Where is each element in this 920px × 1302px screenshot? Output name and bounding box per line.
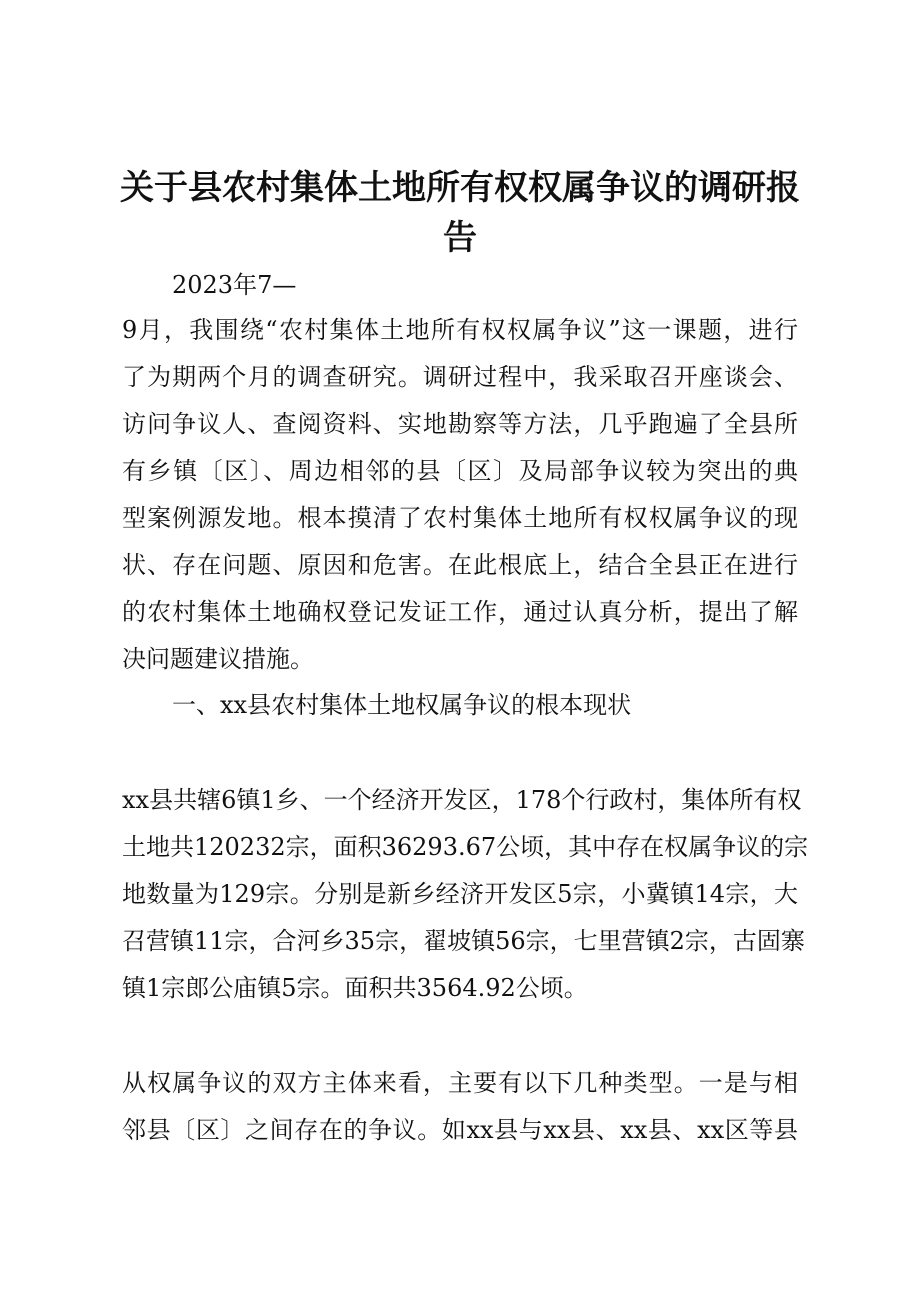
document-title-line-2: 告 [443,218,477,258]
intro-line: 决问题建议措施。 [122,645,314,673]
intro-line: 型案例源发地。根本摸清了农村集体土地所有权权属争议的现 [122,504,798,532]
document-title-line-1: 关于县农村集体土地所有权权属争议的调研报 [120,168,800,208]
paragraph-line: xx县共辖6镇1乡、一个经济开发区，178个行政村，集体所有权 [122,786,802,814]
intro-line: 有乡镇〔区〕、周边相邻的县〔区〕及局部争议较为突出的典 [122,457,798,485]
section-heading: 一、xx县农村集体土地权属争议的根本现状 [172,691,632,719]
paragraph-line: 邻县〔区〕之间存在的争议。如xx县与xx县、xx县、xx区等县 [122,1116,798,1144]
paragraph-line: 地数量为129宗。分别是新乡经济开发区5宗，小冀镇14宗，大 [122,880,798,908]
intro-line: 状、存在问题、原因和危害。在此根底上，结合全县正在进行 [122,551,798,579]
paragraph-line: 镇1宗郎公庙镇5宗。面积共3564.92公顷。 [122,974,588,1002]
intro-line: 的农村集体土地确权登记发证工作，通过认真分析，提出了解 [122,598,798,626]
paragraph-line: 从权属争议的双方主体来看，主要有以下几种类型。一是与相 [122,1069,798,1097]
date-line: 2023年7— [172,271,297,299]
intro-line: 9月，我围绕“农村集体土地所有权权属争议”这一课题，进行 [122,316,798,344]
intro-line: 访问争议人、查阅资料、实地勘察等方法，几乎跑遍了全县所 [122,410,798,438]
paragraph-line: 土地共120232宗，面积36293.67公顷，其中存在权属争议的宗 [122,833,809,861]
intro-line: 了为期两个月的调查研究。调研过程中，我采取召开座谈会、 [122,363,798,391]
paragraph-line: 召营镇11宗，合河乡35宗，翟坡镇56宗，七里营镇2宗，古固寨 [122,927,805,955]
